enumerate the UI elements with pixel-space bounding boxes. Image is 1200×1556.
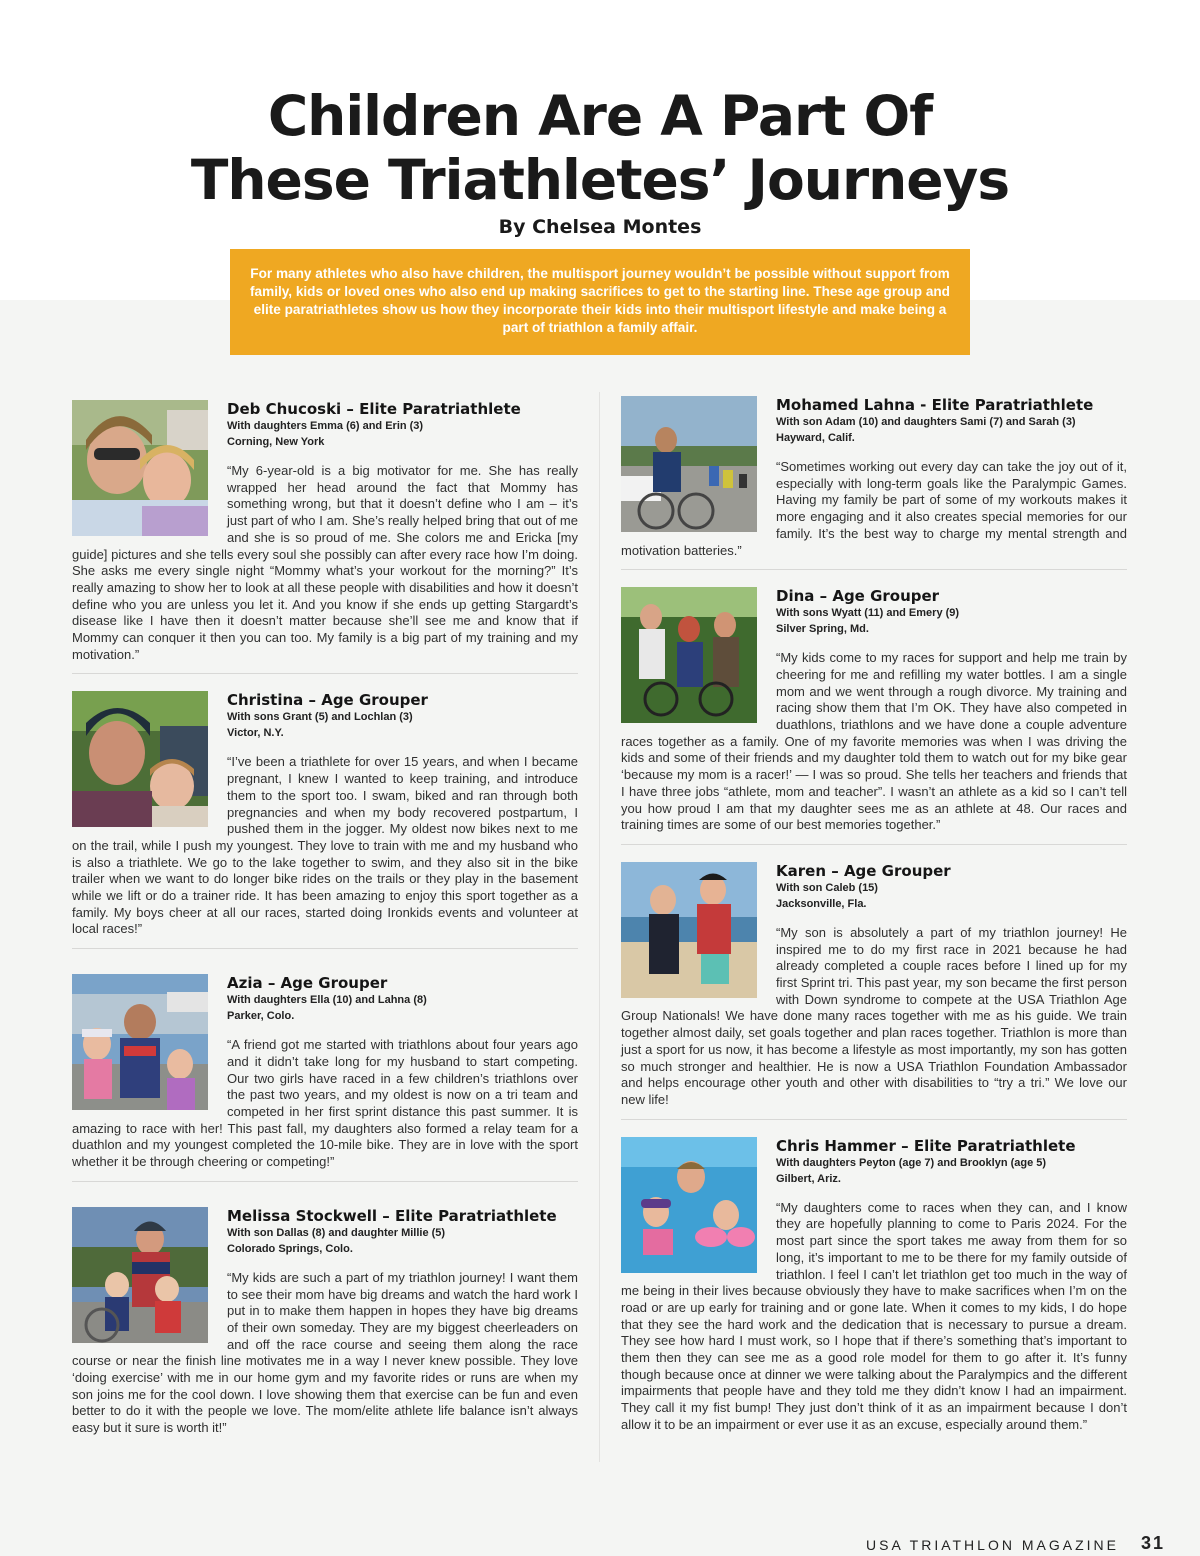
- magazine-name: USA TRIATHLON MAGAZINE: [866, 1537, 1119, 1553]
- athlete-name: Azia – Age Grouper: [227, 974, 388, 993]
- athlete-photo: [621, 587, 757, 723]
- athlete-name: Chris Hammer – Elite Paratriathlete: [776, 1136, 1076, 1155]
- athlete-quote: “My kids come to my races for support and help me train by cheering for me and refilling my water bottles. I am a single mom and we went through a rough divorce. My training and racing show them that I’m OK. They have also competed in duathlons, triathlons and we have done a couple adventure races together as a family. One of my favorite memories was when I was driving the kids and some of their friends and my daughter told them to watch out for my bike gear ‘because my mom is a racer!’ — I was so proud. She tells her teachers and friends that I have three jobs “athlete, mom and teacher”. I wasn’t an athlete as a kid so I can’t tell you how proud I am that my daughter sees me as an athlete at 48. Our races and training times are some of our best memories together.”: [621, 650, 1127, 833]
- profile-entry: [72, 949, 578, 1182]
- right-column: [621, 390, 1127, 1434]
- profile-entry: [621, 1120, 1127, 1434]
- athlete-name: Dina – Age Grouper: [776, 587, 940, 606]
- athlete-quote: “My son is absolutely a part of my triathlon journey! He inspired me to do my first race in 2021 because he had already completed a couple races before I lined up for my first Sprint tri. This past year, my son became the first person with Down syndrome to compete at the USA Triathlon Age Group Nationals! We have done many races together with me as his guide. We train together almost daily, set goals together and plan races together. Triathlon is more than just a sport for us now, it has become a lifestyle as most importantly, my son has gotten so much stronger and healthier. He is now a USA Triathlon Foundation Ambassador and helps encourage other youth and other with disabilities to “try a tri.” We love our new life!: [621, 924, 1127, 1107]
- athlete-quote: “Sometimes working out every day can take the joy out of it, especially with long-term goals like the Paralympic Games. Having my family be part of some of my workouts makes it more engaging and it also creates special memories for our family. It’s the best way to charge my mental strength and motivation batteries.”: [621, 459, 1127, 558]
- left-column: [72, 390, 578, 1437]
- title-line-1: Children Are A Part Of: [267, 84, 933, 148]
- athlete-photo: [621, 396, 757, 532]
- athlete-quote: “I’ve been a triathlete for over 15 years, and when I became pregnant, I knew I wanted to keep training, and introduce them to the sport too. I swam, biked and ran through both pregnancies and when my body recovered postpartum, I pushed them in the jogger. My oldest now bikes next to me on the trail, while I push my youngest. They love to train with me and my husband who is also a triathlete. We go to the lake together to swim, and they also sit in the bike trailer when we want to do longer bike rides on the trails or they play in the basement while we lift or do a trainer ride. It has been amazing to enjoy this sport together as a family. My boys cheer at all our races, started doing Ironkids events and volunteer at local races!”: [72, 754, 578, 937]
- athlete-location: Jacksonville, Fla.: [776, 897, 867, 910]
- athlete-photo: [72, 691, 208, 827]
- athlete-name: Melissa Stockwell – Elite Paratriathlete: [227, 1206, 557, 1225]
- athlete-location: Parker, Colo.: [227, 1010, 295, 1023]
- profile-entry: [621, 570, 1127, 845]
- athlete-location: Corning, New York: [227, 436, 325, 448]
- athlete-name: Christina – Age Grouper: [227, 691, 428, 710]
- athlete-quote: “A friend got me started with triathlons about four years ago and it didn’t take long for my husband to start competing. Our two girls have raced in a few children’s triathlons over the past two years, and my oldest is now on a tri team and competed in her first sprint distance this past summer. It is amazing to race with her! This past fall, my daughters also formed a relay team for a duathlon and my youngest completed the 10-mile bike. They are in love with the sport whether it be through cheering or competing!”: [72, 1037, 578, 1170]
- page-number: 31: [1141, 1533, 1166, 1553]
- article-title: [0, 84, 1200, 212]
- athlete-family: With daughters Peyton (age 7) and Brooklyn (age 5): [776, 1156, 1047, 1169]
- athlete-family: With sons Grant (5) and Lochlan (3): [227, 711, 413, 724]
- profile-entry: [621, 390, 1127, 570]
- athlete-family: With son Caleb (15): [776, 881, 878, 894]
- athlete-photo: [72, 1207, 208, 1343]
- athlete-quote: “My 6-year-old is a big motivator for me. She has really wrapped her head around the fact that Mommy has something wrong, but that it doesn’t define who I am – it’s just part of who I am. She’s really helped bring that out of me and she is so proud of me. She colors me and Ericka [my guide] pictures and she tells every soul she possibly can after every race how I’m doing. She asks me every single night “Mommy what’s your workout for the morning?” It’s really amazing to show her to look at all these people with disabilities and how it doesn’t define who you are unless you let it. And you know if she ends up getting Stargardt’s disease like I have then it doesn’t matter because she’ll see me and know that if Mommy can conquer it then you can too. My family is a big part of my training and my motivation.”: [72, 463, 578, 662]
- athlete-location: Colorado Springs, Colo.: [227, 1242, 353, 1255]
- athlete-family: With daughters Ella (10) and Lahna (8): [227, 994, 427, 1007]
- profile-entry: [72, 1182, 578, 1437]
- athlete-photo: [621, 1137, 757, 1273]
- column-divider: [599, 392, 600, 1462]
- intro-box: [230, 249, 970, 355]
- athlete-photo: [621, 862, 757, 998]
- athlete-family: With sons Wyatt (11) and Emery (9): [776, 607, 960, 620]
- athlete-location: Silver Spring, Md.: [776, 623, 869, 636]
- athlete-name: Mohamed Lahna - Elite Paratriathlete: [776, 396, 1094, 414]
- profile-entry: [621, 845, 1127, 1120]
- athlete-family: With son Dallas (8) and daughter Millie (5): [227, 1226, 446, 1239]
- athlete-family: With son Adam (10) and daughters Sami (7) and Sarah (3): [776, 416, 1076, 428]
- athlete-photo: [72, 974, 208, 1110]
- byline: By Chelsea Montes: [498, 216, 702, 238]
- profile-entry: [72, 674, 578, 949]
- intro-text: For many athletes who also have children, the multisport journey wouldn’t be possible without support from family, kids or loved ones who also end up making sacrifices to get to the starting line. These age group and elite paratriathletes show us how they incorporate their kids into their multisport lifestyle and make being a part of triathlon a family affair.: [250, 266, 950, 335]
- athlete-location: Gilbert, Ariz.: [776, 1172, 841, 1185]
- athlete-name: Deb Chucoski – Elite Paratriathlete: [227, 400, 521, 418]
- athlete-location: Hayward, Calif.: [776, 432, 855, 444]
- athlete-name: Karen – Age Grouper: [776, 861, 951, 880]
- athlete-quote: “My daughters come to races when they can, and I know they are hopefully planning to come to Paris 2024. For the most part since the sport takes me away from them for so long, it’s important to me to be there for my family outside of triathlon. I feel I can’t let triathlon get too much in the way of me being in their lives because obviously they have to make sacrifices when I’m on the road or are up early for training and or gone late. When it comes to my kids, I do hope that they see the hard work and the dedication that is necessary to pursue a dream. They see how hard I must work, so I hope that if there’s something that’s important to them then they can see me as a good role model for them to go after it. It’s funny though because once at dinner we were talking about the Paralympics and the different impairments that people have and they told me they didn’t know I had an impairment. They call it my fist bump! They just don’t think of it as an impairment because I don’t allow it to be an impairment or ever use it as an excuse, especially around them.”: [621, 1199, 1127, 1432]
- athlete-location: Victor, N.Y.: [227, 727, 284, 740]
- title-line-2: These Triathletes’ Journeys: [190, 148, 1010, 212]
- athlete-photo: [72, 400, 208, 536]
- profile-entry: [72, 390, 578, 674]
- athlete-family: With daughters Emma (6) and Erin (3): [227, 420, 424, 432]
- athlete-quote: “My kids are such a part of my triathlon journey! I want them to see their mom have big dreams and watch the hard work I put in to make them happen in hopes they have big dreams of their own someday. They are my biggest cheerleaders on and off the race course and seeing them along the race course or near the finish line motivates me in a way I never knew possible. They love ‘doing exercise’ with me in our home gym and my favorite rides or runs are when my son joins me for the cool down. I love showing them that exercise can be fun and even better to do it with the people we love. The mom/elite athlete life balance isn’t always easy but it sure is worth it!”: [72, 1269, 578, 1436]
